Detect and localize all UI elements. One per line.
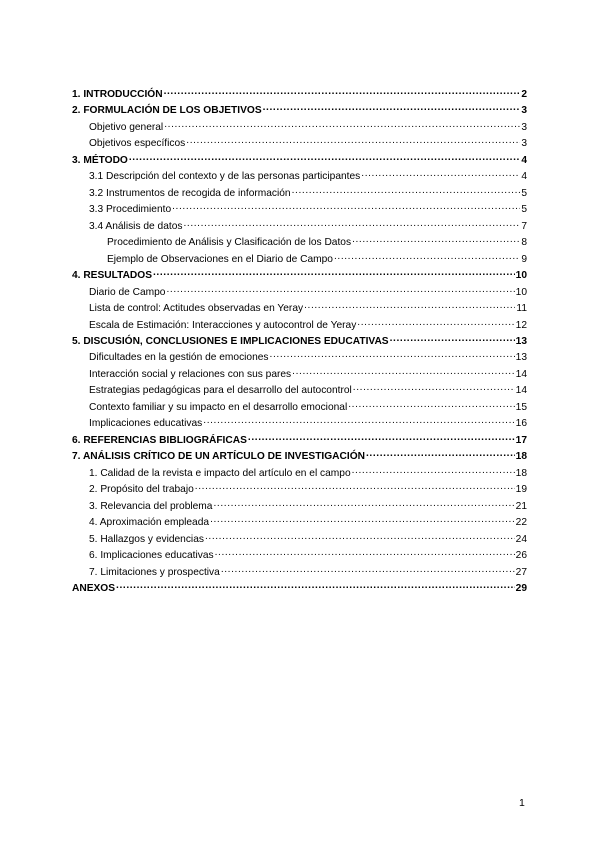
toc-entry[interactable] bbox=[72, 120, 527, 137]
toc-entry-page: 3 bbox=[521, 121, 527, 133]
toc-entry-title: 5. DISCUSIÓN, CONCLUSIONES E IMPLICACIONES EDUCATIVAS bbox=[72, 336, 389, 348]
toc-entry[interactable] bbox=[72, 400, 527, 417]
toc-entry-title: 3. Relevancia del problema bbox=[89, 500, 213, 512]
toc-entry-page: 5 bbox=[521, 204, 527, 216]
toc-leader-dots bbox=[351, 235, 520, 245]
toc-entry-title: Objetivo general bbox=[89, 121, 164, 133]
toc-entry[interactable] bbox=[72, 433, 527, 449]
toc-entry-title: Interacción social y relaciones con sus pares bbox=[89, 368, 292, 380]
toc-entry-page: 27 bbox=[515, 566, 527, 578]
toc-entry-page: 22 bbox=[515, 517, 527, 529]
toc-entry-page: 16 bbox=[515, 418, 527, 430]
toc-entry[interactable] bbox=[72, 350, 527, 367]
toc-entry-title: Implicaciones educativas bbox=[89, 418, 203, 430]
toc-entry[interactable] bbox=[72, 318, 527, 335]
toc-entry-title: 1. INTRODUCCIÓN bbox=[72, 89, 163, 100]
toc-entry-title: Dificultades en la gestión de emociones bbox=[89, 352, 269, 364]
toc-entry[interactable] bbox=[72, 334, 527, 350]
toc-entry-title: 6. REFERENCIAS BIBLIOGRÁFICAS bbox=[72, 434, 247, 446]
toc-entry[interactable] bbox=[72, 499, 527, 516]
table-of-contents bbox=[72, 87, 527, 598]
toc-entry[interactable] bbox=[72, 252, 527, 269]
toc-entry-page: 18 bbox=[515, 467, 527, 479]
toc-leader-dots bbox=[220, 565, 515, 575]
toc-entry[interactable] bbox=[72, 416, 527, 433]
toc-entry[interactable] bbox=[72, 153, 527, 169]
toc-entry-page: 15 bbox=[515, 401, 527, 413]
toc-entry-title: 1. Calidad de la revista e impacto del artículo en el campo bbox=[89, 467, 351, 479]
toc-entry-title: 2. FORMULACIÓN DE LOS OBJETIVOS bbox=[72, 105, 262, 117]
toc-entry[interactable] bbox=[72, 235, 527, 252]
toc-entry-page: 29 bbox=[515, 583, 527, 595]
toc-leader-dots bbox=[389, 334, 515, 344]
toc-entry-page: 4 bbox=[521, 154, 527, 166]
toc-leader-dots bbox=[163, 87, 521, 97]
toc-entry-title: 5. Hallazgos y evidencias bbox=[89, 533, 204, 545]
toc-entry[interactable] bbox=[72, 565, 527, 582]
toc-entry[interactable] bbox=[72, 383, 527, 400]
toc-entry[interactable] bbox=[72, 219, 527, 236]
toc-entry-page: 26 bbox=[515, 550, 527, 562]
toc-leader-dots bbox=[171, 202, 520, 212]
toc-entry[interactable] bbox=[72, 548, 527, 565]
toc-leader-dots bbox=[209, 515, 515, 525]
toc-leader-dots bbox=[163, 120, 520, 130]
toc-entry-page: 5 bbox=[521, 187, 527, 199]
toc-entry[interactable] bbox=[72, 186, 527, 203]
toc-leader-dots bbox=[360, 169, 520, 179]
toc-entry-title: 3.3 Procedimiento bbox=[89, 204, 172, 216]
toc-entry-page: 18 bbox=[515, 451, 527, 463]
toc-entry[interactable] bbox=[72, 581, 527, 597]
toc-entry-page: 24 bbox=[515, 533, 527, 545]
toc-leader-dots bbox=[212, 499, 514, 509]
toc-entry-page: 9 bbox=[521, 253, 527, 265]
toc-leader-dots bbox=[291, 186, 521, 196]
toc-entry-page: 17 bbox=[515, 434, 527, 446]
toc-entry-page: 10 bbox=[515, 270, 527, 282]
toc-leader-dots bbox=[152, 268, 515, 278]
toc-leader-dots bbox=[185, 136, 520, 146]
toc-entry-page: 14 bbox=[515, 385, 527, 397]
toc-entry-title: 3.4 Análisis de datos bbox=[89, 220, 183, 232]
toc-leader-dots bbox=[352, 383, 515, 393]
toc-entry-page: 21 bbox=[515, 500, 527, 512]
toc-entry-page: 13 bbox=[515, 336, 527, 348]
toc-entry-title: 4. Aproximación empleada bbox=[89, 517, 210, 529]
toc-entry-page: 8 bbox=[521, 237, 527, 249]
toc-entry-title: Objetivos específicos bbox=[89, 138, 186, 150]
toc-entry[interactable] bbox=[72, 103, 527, 119]
toc-entry[interactable] bbox=[72, 202, 527, 219]
toc-entry-page: 10 bbox=[515, 286, 527, 298]
toc-entry-title: 3.1 Descripción del contexto y de las personas participantes bbox=[89, 171, 361, 183]
toc-entry-page: 7 bbox=[521, 220, 527, 232]
toc-leader-dots bbox=[291, 367, 515, 377]
toc-entry-title: 6. Implicaciones educativas bbox=[89, 550, 214, 562]
toc-entry-title: Contexto familiar y su impacto en el desarrollo emocional bbox=[89, 401, 348, 413]
toc-entry-title: 2. Propósito del trabajo bbox=[89, 484, 194, 496]
toc-entry-title: 3. MÉTODO bbox=[72, 154, 128, 166]
toc-entry-page: 13 bbox=[515, 352, 527, 364]
toc-entry-title: Procedimiento de Análisis y Clasificación de los Datos bbox=[107, 237, 352, 249]
toc-leader-dots bbox=[115, 581, 515, 591]
toc-entry[interactable] bbox=[72, 268, 527, 284]
toc-entry-title: Ejemplo de Observaciones en el Diario de Campo bbox=[107, 253, 333, 265]
toc-leader-dots bbox=[269, 350, 515, 360]
page-number: 1 bbox=[519, 797, 525, 809]
toc-entry-title: Escala de Estimación: Interacciones y autocontrol de Yeray bbox=[89, 319, 357, 331]
toc-leader-dots bbox=[214, 548, 515, 558]
toc-entry-title: Diario de Campo bbox=[89, 286, 166, 298]
toc-entry[interactable] bbox=[72, 285, 527, 302]
toc-leader-dots bbox=[303, 301, 515, 311]
toc-entry-title: Estrategias pedagógicas para el desarrollo del autocontrol bbox=[89, 385, 352, 397]
toc-entry[interactable] bbox=[72, 515, 527, 532]
toc-entry-title: 7. ANÁLISIS CRÍTICO DE UN ARTÍCULO DE INVESTIGACIÓN bbox=[72, 451, 365, 463]
toc-entry[interactable] bbox=[72, 449, 527, 465]
toc-leader-dots bbox=[365, 449, 515, 459]
toc-entry-page: 3 bbox=[521, 138, 527, 150]
toc-leader-dots bbox=[204, 532, 515, 542]
toc-entry-title: 3.2 Instrumentos de recogida de información bbox=[89, 187, 291, 199]
toc-leader-dots bbox=[347, 400, 514, 410]
toc-entry[interactable] bbox=[72, 532, 527, 549]
toc-entry-page: 2 bbox=[521, 89, 527, 100]
toc-entry[interactable] bbox=[72, 87, 527, 103]
toc-entry-page: 3 bbox=[521, 105, 527, 117]
toc-leader-dots bbox=[247, 433, 515, 443]
toc-entry[interactable] bbox=[72, 367, 527, 384]
toc-leader-dots bbox=[165, 285, 514, 295]
toc-leader-dots bbox=[128, 153, 520, 163]
toc-entry[interactable] bbox=[72, 169, 527, 186]
toc-entry[interactable] bbox=[72, 482, 527, 499]
toc-leader-dots bbox=[194, 482, 515, 492]
toc-entry-title: ANEXOS bbox=[72, 583, 116, 595]
toc-entry-title: Lista de control: Actitudes observadas en Yeray bbox=[89, 303, 304, 315]
toc-entry[interactable] bbox=[72, 301, 527, 318]
toc-entry-page: 11 bbox=[516, 303, 527, 315]
toc-leader-dots bbox=[356, 318, 514, 328]
toc-entry-title: 7. Limitaciones y prospectiva bbox=[89, 566, 220, 578]
toc-leader-dots bbox=[262, 103, 521, 113]
toc-entry-page: 4 bbox=[521, 171, 527, 183]
toc-entry-page: 12 bbox=[515, 319, 527, 331]
toc-leader-dots bbox=[333, 252, 520, 262]
toc-leader-dots bbox=[182, 219, 520, 229]
toc-entry[interactable] bbox=[72, 466, 527, 483]
toc-entry[interactable] bbox=[72, 136, 527, 153]
toc-leader-dots bbox=[202, 416, 514, 426]
toc-entry-page: 19 bbox=[515, 484, 527, 496]
toc-leader-dots bbox=[351, 466, 515, 476]
toc-entry-page: 14 bbox=[515, 368, 527, 380]
toc-entry-title: 4. RESULTADOS bbox=[72, 270, 152, 282]
